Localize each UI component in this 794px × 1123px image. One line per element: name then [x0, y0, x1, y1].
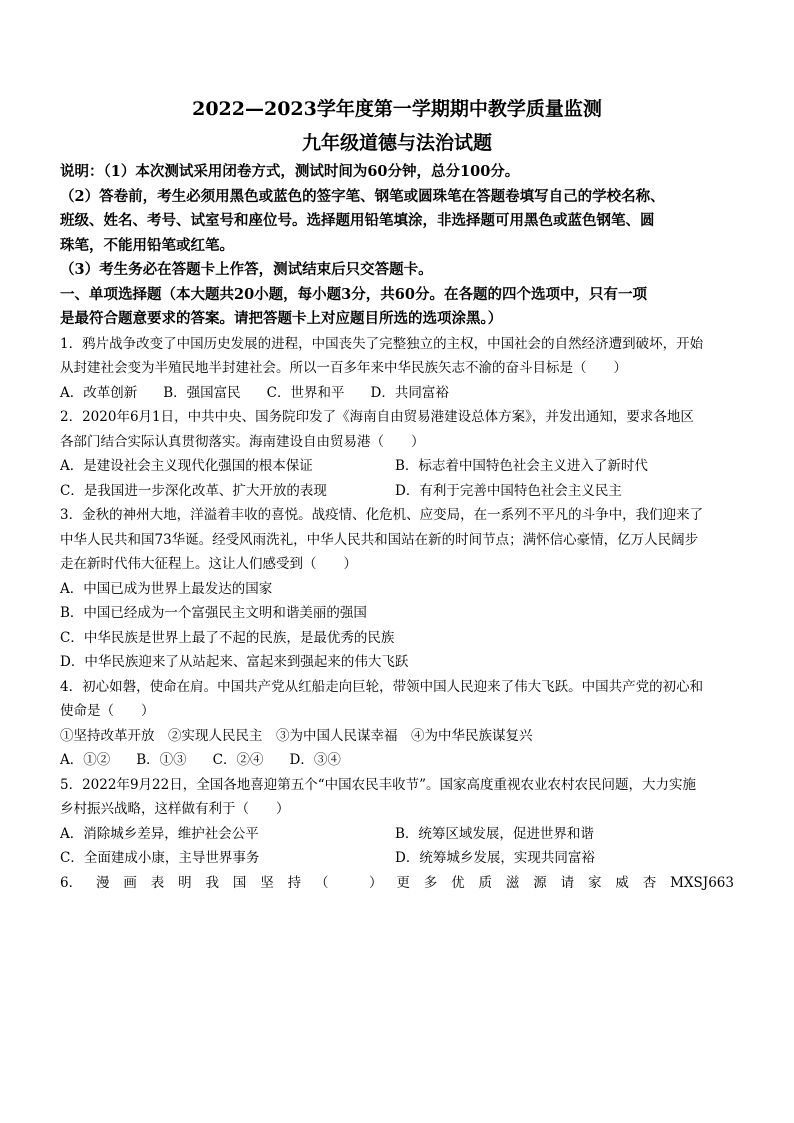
question-1 [60, 332, 734, 406]
option-c: C．全面建成小康，主导世界事务 [60, 850, 260, 866]
option-a: A．是建设社会主义现代化强国的根本保证 [60, 458, 313, 474]
question-text: 3．金秋的神州大地，洋溢着丰收的喜悦。战疫情、化危机、应变局，在一系列不平凡的斗争中，我们迎来了 [60, 507, 704, 523]
question-text: 中华人民共和国73华诞。经受风雨洗礼，中华人民共和国站在新的时间节点；满怀信心豪情，亿万人民阔步 [60, 531, 699, 548]
exam-subtitle: 九年级道德与法治试题 [301, 132, 492, 154]
question-options [60, 479, 734, 504]
question-options [60, 822, 734, 847]
q6-blank: （ ） [314, 874, 383, 891]
question-4 [60, 675, 734, 773]
instruction-line: 说明：（1）本次测试采用闭卷方式，测试时间为60分钟，总分100分。 [60, 163, 520, 180]
question-2 [60, 405, 734, 503]
q6-char: 更 [396, 874, 410, 891]
q6-char: 国 [232, 874, 247, 891]
question-text: 5．2022年9月22日，全国各地喜迎第五个“中国农民丰收节”。国家高度重视农业农村农民问题，大力实施 [60, 776, 697, 793]
q6-char: 杏 [642, 874, 657, 891]
q6-char: 持 [287, 874, 302, 891]
q6-char: 坚 [260, 874, 274, 891]
q6-char: 漫 [95, 874, 110, 891]
option-c: C．世界和平 [266, 384, 345, 401]
q6-char: 质 [478, 874, 492, 891]
q6-char: 画 [123, 874, 137, 891]
q6-char: 6． [60, 874, 83, 891]
watermark-code: MXSJ663 [670, 874, 734, 891]
question-text: 2．2020年6月1日，中共中央、国务院印发了《海南自由贸易港建设总体方案》，并发出通知，要求各地区 [60, 409, 694, 425]
section-heading-line: 是最符合题意要求的答案。请把答题卡上对应题目所选的选项涂黑。） [60, 310, 503, 327]
question-options [60, 381, 734, 406]
question-text: 1．鸦片战争改变了中国历史发展的进程，中国丧失了完整独立的主权，中国社会的自然经济遭到破坏，开始 [60, 335, 704, 352]
section-heading [60, 283, 734, 332]
q6-char: 优 [451, 874, 465, 891]
option-b: B．标志着中国特色社会主义进入了新时代 [395, 458, 648, 474]
q6-char: 请 [560, 874, 575, 891]
q6-char: 滋 [505, 874, 520, 891]
option-b: B．统筹区域发展，促进世界和谐 [395, 825, 594, 842]
question-text: 4．初心如磐，使命在肩。中国共产党从红船走向巨轮，带领中国人民迎来了伟大飞跃。中国共产党的初心和 [60, 678, 704, 695]
option-c: C．中华民族是世界上最了不起的民族，是最优秀的民族 [60, 629, 395, 646]
option-b: B．中国已经成为一个富强民主文明和谐美丽的强国 [60, 605, 367, 621]
question-options [60, 748, 734, 773]
option-c: C．②④ [212, 752, 264, 768]
option-a: A．改革创新 [60, 384, 138, 401]
option-c: C．是我国进一步深化改革、扩大开放的表现 [60, 482, 327, 499]
instruction-line: 珠笔，不能用铅笔或红笔。 [60, 236, 234, 254]
question-6 [60, 871, 734, 896]
q6-char: 威 [615, 874, 629, 891]
question-options [60, 846, 734, 871]
instruction-line: 班级、姓名、考号、试室号和座位号。选择题用铅笔填涂，非选择题可用黑色或蓝色钢笔、圆 [60, 212, 655, 229]
question-text: 使命是（ ） [60, 703, 155, 719]
option-d: D．有利于完善中国特色社会主义民主 [395, 482, 622, 499]
section-heading-line: 一、单项选择题（本大题共20小题，每小题3分，共60分。在各题的四个选项中，只有一项 [60, 285, 647, 303]
instructions [60, 160, 734, 283]
instruction-line: （2）答卷前，考生必须用黑色或蓝色的签字笔、钢笔或圆珠笔在答题卷填写自己的学校名称、 [60, 187, 665, 205]
q6-char: 我 [205, 874, 219, 891]
question-items: ①坚持改革开放 ②实现人民民主 ③为中国人民谋幸福 ④为中华民族谋复兴 [60, 727, 533, 744]
q6-char: 表 [150, 874, 165, 891]
option-d: D．中华民族迎来了从站起来、富起来到强起来的伟大飞跃 [60, 654, 409, 670]
question-text: 各部门结合实际认真贯彻落实。海南建设自由贸易港（ ） [60, 433, 425, 450]
option-b: B．①③ [136, 752, 187, 768]
option-d: D．共同富裕 [370, 384, 449, 401]
question-text: 从封建社会变为半殖民地半封建社会。所以一百多年来中华民族矢志不渝的奋斗目标是（ ） [60, 360, 627, 376]
q6-char: 家 [587, 874, 602, 891]
option-a: A．中国已成为世界上最发达的国家 [60, 580, 273, 597]
option-b: B．强国富民 [163, 384, 241, 401]
question-options [60, 454, 734, 479]
option-a: A．①② [60, 752, 111, 768]
question-text: 走在新时代伟大征程上。这让人们感受到（ ） [60, 556, 357, 572]
instruction-line: （3）考生务必在答题卡上作答，测试结束后只交答题卡。 [60, 261, 433, 278]
question-5 [60, 773, 734, 871]
q6-char: 多 [423, 874, 438, 891]
exam-title: 2022—2023学年度第一学期期中教学质量监测 [192, 98, 602, 120]
q6-char: 明 [178, 874, 192, 891]
option-d: D．统筹城乡发展，实现共同富裕 [395, 850, 595, 866]
option-a: A．消除城乡差异，维护社会公平 [60, 825, 259, 842]
q6-char: 源 [533, 874, 547, 891]
option-d: D．③④ [289, 752, 341, 768]
question-3 [60, 503, 734, 675]
question-text: 乡村振兴战略，这样做有利于（ ） [60, 801, 290, 817]
